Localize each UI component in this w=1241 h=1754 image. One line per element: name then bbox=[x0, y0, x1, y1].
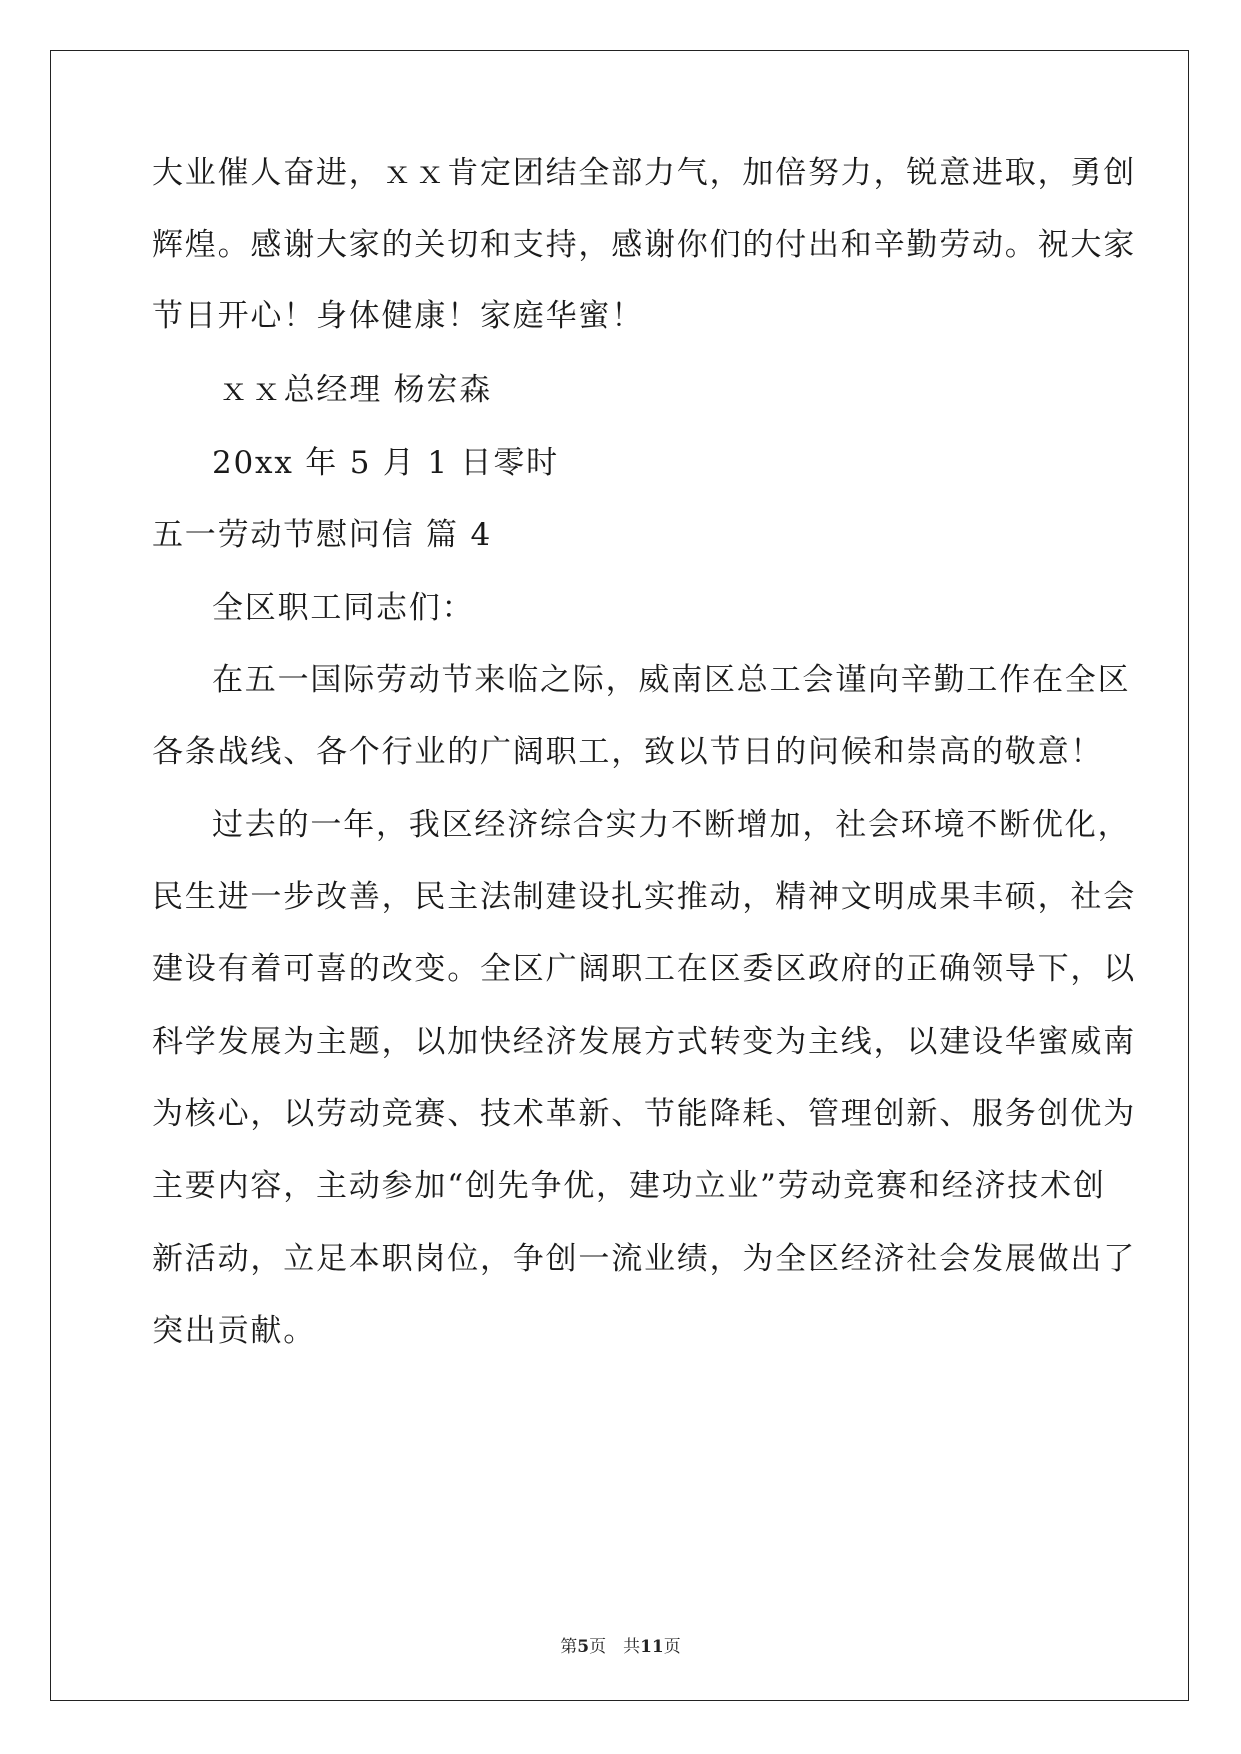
paragraph-line: 过去的一年，我区经济综合实力不断增加，社会环境不断优化， bbox=[212, 807, 1131, 843]
paragraph-line: 新活动，立足本职岗位，争创一流业绩，为全区经济社会发展做出了 bbox=[152, 1241, 1136, 1277]
total-pages-number: 11 bbox=[640, 1637, 664, 1657]
current-page-number: 5 bbox=[577, 1637, 590, 1657]
section-heading: 五一劳动节慰问信 篇 4 bbox=[152, 517, 493, 553]
salutation: 全区职工同志们： bbox=[212, 590, 475, 626]
paragraph-line: 辉煌。感谢大家的关切和支持，感谢你们的付出和辛勤劳动。祝大家 bbox=[152, 227, 1136, 263]
signature-line: ｘｘ总经理 杨宏森 bbox=[218, 372, 493, 408]
footer-mid: 页 共 bbox=[589, 1637, 641, 1657]
page-footer bbox=[0, 1636, 1241, 1658]
paragraph-line: 节日开心！身体健康！家庭华蜜！ bbox=[152, 298, 644, 334]
paragraph-line: 大业催人奋进，ｘｘ肯定团结全部力气，加倍努力，锐意进取，勇创 bbox=[152, 155, 1136, 191]
paragraph-line: 主要内容，主动参加“创先争优，建功立业”劳动竞赛和经济技术创 bbox=[152, 1168, 1106, 1204]
paragraph-line: 在五一国际劳动节来临之际，威南区总工会谨向辛勤工作在全区 bbox=[212, 662, 1131, 698]
paragraph-line: 为核心，以劳动竞赛、技术革新、节能降耗、管理创新、服务创优为 bbox=[152, 1096, 1136, 1132]
footer-suffix: 页 bbox=[663, 1637, 681, 1657]
footer-prefix: 第 bbox=[560, 1637, 578, 1657]
paragraph-line: 突出贡献。 bbox=[152, 1313, 316, 1349]
paragraph-line: 各条战线、各个行业的广阔职工，致以节日的问候和崇高的敬意！ bbox=[152, 734, 1104, 770]
paragraph-line: 科学发展为主题，以加快经济发展方式转变为主线，以建设华蜜威南 bbox=[152, 1024, 1136, 1060]
date-line: 20xx 年 5 月 1 日零时 bbox=[212, 445, 559, 481]
paragraph-line: 民生进一步改善，民主法制建设扎实推动，精神文明成果丰硕，社会 bbox=[152, 879, 1136, 915]
paragraph-line: 建设有着可喜的改变。全区广阔职工在区委区政府的正确领导下，以 bbox=[152, 951, 1136, 987]
